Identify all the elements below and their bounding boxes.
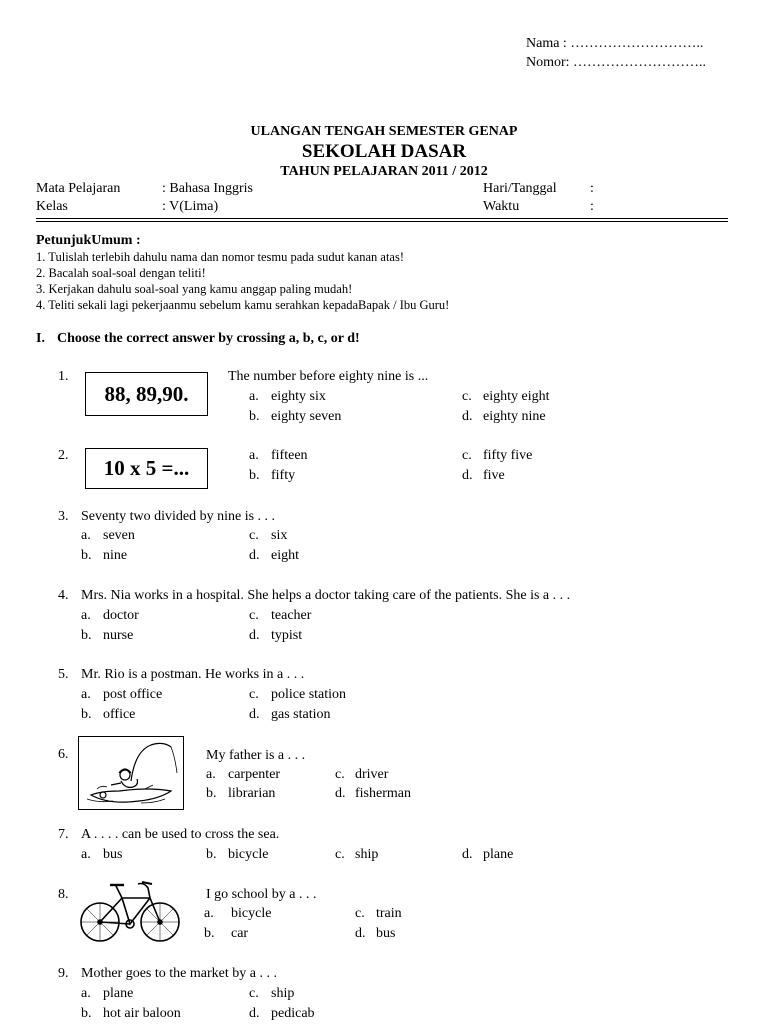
q4-number: 4. bbox=[58, 588, 69, 603]
q7-option-d[interactable]: plane bbox=[483, 847, 514, 862]
q5-letter-d: d. bbox=[249, 707, 260, 722]
q1-letter-b: b. bbox=[249, 409, 260, 424]
fisherman-illustration bbox=[78, 736, 184, 810]
q9-option-c[interactable]: ship bbox=[271, 986, 295, 1001]
waktu-label: Waktu bbox=[483, 199, 520, 214]
q4-letter-c: c. bbox=[249, 608, 259, 623]
q7-option-c[interactable]: ship bbox=[355, 847, 379, 862]
q8-number: 8. bbox=[58, 887, 69, 902]
school-title: SEKOLAH DASAR bbox=[301, 141, 467, 162]
petunjuk-item: 2. Bacalah soal-soal dengan teliti! bbox=[36, 266, 206, 280]
q9-letter-c: c. bbox=[249, 986, 259, 1001]
q8-option-c[interactable]: train bbox=[376, 906, 402, 921]
q8-letter-d: d. bbox=[355, 926, 366, 941]
q6-option-d[interactable]: fisherman bbox=[355, 786, 411, 801]
petunjuk-item: 4. Teliti sekali lagi pekerjaanmu sebelum kamu serahkan kepadaBapak / Ibu Guru! bbox=[36, 298, 450, 312]
q1-number-box bbox=[85, 372, 208, 416]
bicycle-illustration bbox=[78, 876, 182, 946]
q6-letter-c: c. bbox=[335, 767, 345, 782]
q3-number: 3. bbox=[58, 509, 69, 524]
q5-letter-b: b. bbox=[81, 707, 92, 722]
section-number: I. bbox=[36, 331, 45, 346]
q2-option-b[interactable]: fifty bbox=[271, 468, 296, 483]
q8-option-b[interactable]: car bbox=[231, 926, 249, 941]
q7-question: A . . . . can be used to cross the sea. bbox=[81, 827, 280, 842]
q3-option-c[interactable]: six bbox=[271, 528, 288, 543]
q5-number: 5. bbox=[58, 667, 69, 682]
bicycle-drawing bbox=[78, 876, 182, 946]
q6-option-a[interactable]: carpenter bbox=[228, 767, 281, 782]
q1-letter-c: c. bbox=[462, 389, 472, 404]
q4-letter-b: b. bbox=[81, 628, 92, 643]
q2-number: 2. bbox=[58, 448, 69, 463]
exam-title: ULANGAN TENGAH SEMESTER GENAP bbox=[250, 124, 518, 139]
q8-letter-a: a. bbox=[204, 906, 214, 921]
q1-option-a[interactable]: eighty six bbox=[271, 389, 326, 404]
fisherman-drawing bbox=[79, 737, 183, 809]
q6-letter-b: b. bbox=[206, 786, 217, 801]
q5-option-a[interactable]: post office bbox=[103, 687, 163, 702]
q8-option-d[interactable]: bus bbox=[376, 926, 396, 941]
q3-letter-c: c. bbox=[249, 528, 259, 543]
q6-number: 6. bbox=[58, 747, 69, 762]
q9-option-a[interactable]: plane bbox=[103, 986, 134, 1001]
header-rule-bottom bbox=[36, 221, 728, 222]
q1-option-c[interactable]: eighty eight bbox=[483, 389, 550, 404]
q4-letter-a: a. bbox=[81, 608, 91, 623]
kelas-value: : V(Lima) bbox=[162, 199, 219, 214]
q7-option-b[interactable]: bicycle bbox=[228, 847, 269, 862]
q7-letter-c: c. bbox=[335, 847, 345, 862]
q3-option-d[interactable]: eight bbox=[271, 548, 299, 563]
waktu-colon: : bbox=[590, 199, 594, 214]
q9-letter-d: d. bbox=[249, 1006, 260, 1021]
q2-letter-a: a. bbox=[249, 448, 259, 463]
q4-question: Mrs. Nia works in a hospital. She helps a doctor taking care of the patients. She is a . . . bbox=[81, 588, 571, 603]
petunjuk-item: 1. Tulislah terlebih dahulu nama dan nomor tesmu pada sudut kanan atas! bbox=[36, 250, 404, 264]
q5-option-c[interactable]: police station bbox=[271, 687, 347, 702]
q3-letter-d: d. bbox=[249, 548, 260, 563]
q4-option-c[interactable]: teacher bbox=[271, 608, 312, 623]
q3-option-a[interactable]: seven bbox=[103, 528, 135, 543]
q6-question: My father is a . . . bbox=[206, 748, 306, 763]
q4-option-d[interactable]: typist bbox=[271, 628, 303, 643]
q7-number: 7. bbox=[58, 827, 69, 842]
petunjuk-title: PetunjukUmum : bbox=[36, 233, 141, 248]
q1-option-b[interactable]: eighty seven bbox=[271, 409, 342, 424]
q8-option-a[interactable]: bicycle bbox=[231, 906, 272, 921]
q5-letter-c: c. bbox=[249, 687, 259, 702]
q4-letter-d: d. bbox=[249, 628, 260, 643]
q9-option-d[interactable]: pedicab bbox=[271, 1006, 315, 1021]
q1-letter-a: a. bbox=[249, 389, 259, 404]
q2-box-text: 10 x 5 =... bbox=[103, 456, 190, 480]
q7-letter-d: d. bbox=[462, 847, 473, 862]
q6-option-c[interactable]: driver bbox=[355, 767, 389, 782]
q5-question: Mr. Rio is a postman. He works in a . . . bbox=[81, 667, 305, 682]
q5-letter-a: a. bbox=[81, 687, 91, 702]
header-rule-top bbox=[36, 218, 728, 219]
q9-option-b[interactable]: hot air baloon bbox=[103, 1006, 181, 1021]
q2-letter-d: d. bbox=[462, 468, 473, 483]
year-title: TAHUN PELAJARAN 2011 / 2012 bbox=[280, 164, 488, 179]
q3-option-b[interactable]: nine bbox=[103, 548, 128, 563]
q7-letter-a: a. bbox=[81, 847, 91, 862]
q1-letter-d: d. bbox=[462, 409, 473, 424]
q9-number: 9. bbox=[58, 966, 69, 981]
q1-question: The number before eighty nine is ... bbox=[228, 369, 429, 384]
q9-letter-b: b. bbox=[81, 1006, 92, 1021]
hari-label: Hari/Tanggal bbox=[483, 181, 557, 196]
q3-letter-a: a. bbox=[81, 528, 91, 543]
q2-option-a[interactable]: fifteen bbox=[271, 448, 308, 463]
q2-equation-box bbox=[85, 448, 208, 489]
mapel-label: Mata Pelajaran bbox=[36, 181, 121, 196]
q7-option-a[interactable]: bus bbox=[103, 847, 123, 862]
nomor-field: Nomor: ……………………….. bbox=[526, 55, 707, 70]
q3-letter-b: b. bbox=[81, 548, 92, 563]
q4-option-b[interactable]: nurse bbox=[103, 628, 134, 643]
q5-option-b[interactable]: office bbox=[103, 707, 136, 722]
q8-letter-b: b. bbox=[204, 926, 215, 941]
q1-option-d[interactable]: eighty nine bbox=[483, 409, 546, 424]
petunjuk-item: 3. Kerjakan dahulu soal-soal yang kamu anggap paling mudah! bbox=[36, 282, 353, 296]
q7-letter-b: b. bbox=[206, 847, 217, 862]
q2-option-c[interactable]: fifty five bbox=[483, 448, 533, 463]
q8-question: I go school by a . . . bbox=[206, 887, 317, 902]
q8-letter-c: c. bbox=[355, 906, 365, 921]
q6-letter-a: a. bbox=[206, 767, 216, 782]
q2-letter-c: c. bbox=[462, 448, 472, 463]
q3-question: Seventy two divided by nine is . . . bbox=[81, 509, 276, 524]
section-instruction: Choose the correct answer by crossing a, b, c, or d! bbox=[57, 331, 360, 346]
q6-option-b[interactable]: librarian bbox=[228, 786, 276, 801]
q1-box-text: 88, 89,90. bbox=[104, 381, 189, 406]
q6-letter-d: d. bbox=[335, 786, 346, 801]
q2-letter-b: b. bbox=[249, 468, 260, 483]
q2-option-d[interactable]: five bbox=[483, 468, 505, 483]
q1-number: 1. bbox=[58, 369, 69, 384]
kelas-label: Kelas bbox=[36, 199, 68, 214]
q9-letter-a: a. bbox=[81, 986, 91, 1001]
hari-colon: : bbox=[590, 181, 594, 196]
nama-field: Nama : ……………………….. bbox=[526, 36, 704, 51]
mapel-value: : Bahasa Inggris bbox=[162, 181, 253, 196]
q9-question: Mother goes to the market by a . . . bbox=[81, 966, 277, 981]
q4-option-a[interactable]: doctor bbox=[103, 608, 139, 623]
q5-option-d[interactable]: gas station bbox=[271, 707, 331, 722]
